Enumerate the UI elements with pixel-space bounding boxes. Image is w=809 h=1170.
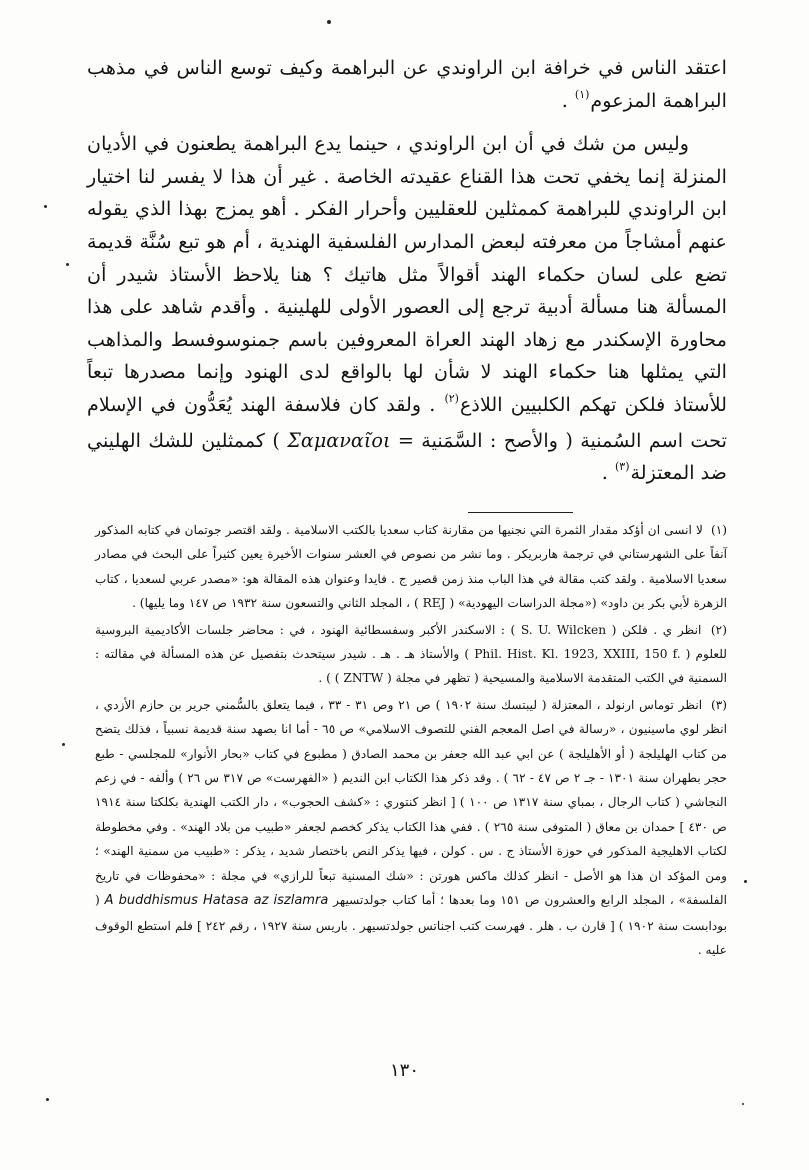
footnotes [95,518,727,964]
page-number: ١٣٠ [389,1060,419,1081]
footnote-2-number: (٢) [710,622,727,637]
footnote-1 [95,518,727,616]
footnote-2-text-c: ) والأستاذ هـ . هـ . شيدر سيتحدث بتفصيل عن هذه المسألة في مقالته : السمنية في الكتب المتقدمة الاسلامية والمسيحية ( تظهر في مجلة ( [95,647,727,686]
footnote-2-latin-c: ZNTW [343,671,384,686]
footnote-1-number: (١) [710,523,728,537]
paragraph-2-text-c: ) كممثلين للشك الهليني ضد المعتزلة [87,428,727,485]
paragraph-2-end: . [601,461,614,485]
footnote-3-text-b: ( بودابست سنة ١٩٠٢ ) [ قارن ب . هلر . فهرست كتب اجناتس جولدتسيهر . باريس سنة ١٩٢٧ ، رقم ٢٤٢ ] فلم استطع الوقوف عليه . [95,893,727,957]
scan-speck [66,263,69,266]
paragraph-1-text: اعتقد الناس في خرافة ابن الراوندي عن البراهمة وكيف توسع الناس في مذهب البراهمة المزعوم [87,56,727,112]
footnote-2-latin-a: S. U. Wilcken [520,622,607,637]
footnote-3-number: (٣) [710,697,728,712]
footnote-1-text: لا انسى ان أؤكد مقدار الثمرة التي نجنيها من مقارنة كتاب سعديا بالكتب الاسلامية . ولقد اقتصر جوتمان في كتابه المذكور آنفاً على الشهرستاني في ترجمة هاربريكر . وما نشر من نصوص في العشر سنوات الأخيرة يعين كثيراً على البحث في مصادر سعديا الاسلامية . ولقد كتب مقالة في هذا الباب منذ زمن قصير ج . فايدا وعنوان هذه المقالة هو: «مصدر عربي لسعديا ، كتاب الزهرة لأبي بكر بن داود» («مجلة الدراسات اليهودية» ( [95,523,727,611]
footnote-2-text-a: انظر ي . فلكن ( [611,622,702,637]
footnote-2-text-b: ) : الاسكندر الأكبر وسفسطائية الهنود ، في : محاضر جلسات الأكاديمية البروسية للعلوم ( [95,622,728,662]
footnote-separator [468,512,573,513]
paragraph-1 [87,52,727,120]
scan-speck [46,1098,49,1101]
scan-speck [44,205,47,208]
paragraph-2-text-a: وليس من شك في أن ابن الراوندي ، حينما يدع البراهمة يطعنون في الأديان المنزلة إنما يخفي تحت هذا القناع عقيدته الخاصة . غير أن هذا لا يفسر لنا اختيار ابن الراوندي للبراهمة كممثلين للعقليين وأحرار الفكر . أهو يمزج بهذا الذي يقوله عنهم أمشاجاً من معرفته لبعض المدارس الفلسفية الهندية ، أم هو تبع سُنَّة قديمة تضع على لسان حكماء الهند أقوالاً مثل هاتيك ؟ هنا يلاحظ الأستاذ شيدر أن المسألة هنا مسألة أدبية ترجع إلى العصور الأولى للهلينية . وأقدم شاهد على هذا محاورة الإسكندر مع زهاد الهند العراة المعروفين باسم جمنوسوفسط والمذاهب التي يمثلها هنا حكماء الهند لا شأن لها بالواقع لدى الهنود وإنما مصدرها تبعاً للأستاذ فلكن تهكم الكلبيين اللاذع [87,132,727,416]
footnote-1-text-end: ) ، المجلد الثاني والتسعون سنة ١٩٣٢ ص ١٤٧ وما يليها) . [132,596,419,611]
paragraph-2 [87,128,727,493]
paragraph-2-text-b: . ولقد كان فلاسفة الهند يُعَدُّون في الإسلام تحت اسم السُمنية ( والأصح : السَّمَنية = [87,392,727,452]
scan-speck [744,880,747,883]
paragraph-1-end: . [561,88,574,112]
greek-term: Σαμαναῖοι [287,428,391,452]
footnote-ref-3: (٣) [614,460,630,474]
footnote-3 [95,693,727,962]
footnote-2-text-d: ) ) . [318,671,340,686]
footnote-ref-1: (١) [574,87,590,101]
scan-speck [62,743,65,746]
footnote-2 [95,618,727,691]
scan-speck [742,1103,744,1105]
footnote-2-latin-b: Phil. Hist. Kl. 1923, XXIII, 150 f. [474,647,681,662]
body-text [87,52,727,493]
scan-speck [327,20,331,24]
footnote-3-latin-title: A buddhismus Hatasa az iszlamra [104,893,329,909]
footnote-1-latin: REJ [422,596,446,611]
footnote-3-text-a: انظر توماس ارنولد ، المعتزلة ( ليبتسك سنة ١٩٠٢ ) ص ٢١ وص ٣١ - ٣٣ ، فيما يتعلق بالسُّمني جرير بن حازم الأزدي ، انظر لوي ماسينيون ، «رسالة في اصل المعجم الفني للتصوف الاسلامي» ص ٦٥ - أما انا بصهد سنة قديمة نسبياً ، فذلك يتضح من كتاب الهليلجة ( أو الأهليلجة ) عن ابي عبد الله جعفر بن محمد الصادق ( مطبوع في كتاب «بحار الأنوار» للمجلسي - طبع حجر بطهران سنة ١٣٠١ - جـ ٢ ص ٤٧ - ٦٢ ) . وقد ذكر هذا الكتاب ابن النديم ( «الفهرست» ص ٣١٧ س ٢٦ ) وألفه - في زعم النجاشي ( كتاب الرجال ، بمباي سنة ١٣١٧ ص ١٠٠ ) [ انظر كنتوري : «كشف الحجوب» ، دار الكتب الهندية بكلكتا سنة ١٩١٤ ص ٤٣٠ ] حمدان بن معاق ( المتوفى سنة ٢٦٥ ) . ففي هذا الكتاب يذكر كخصم لجعفر «طبيب من بلاد الهند» . وفي مخطوطة لكتاب الاهليجية المذكور في حوزة الأستاذ ج . س . كولن ، فيها يذكر النص باختصار شديد ، يذكر : «طبيب من سمنية الهند» ؛ ومن المؤكد ان هذا هو الأصل - انظر كذلك ماكس هورتن : «شك المسنية تبعاً للرازي» في مجلة : «محفوظات في تاريخ الفلسفة» ، المجلد الرابع والعشرون ص ١٥١ وما بعدها ؛ أما كتاب جولدتسيهر [95,697,727,908]
footnote-ref-2: (٢) [444,391,459,405]
